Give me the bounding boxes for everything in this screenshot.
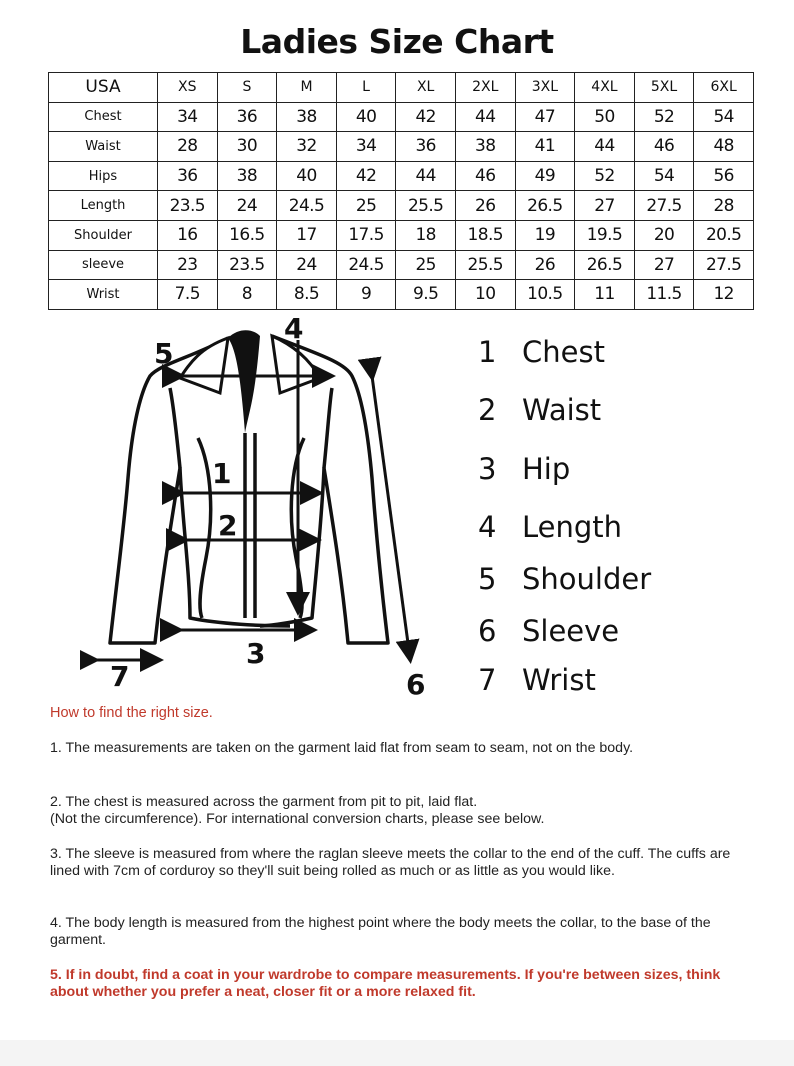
table-cell: 56 — [694, 161, 754, 191]
row-label: Hips — [49, 161, 158, 191]
table-row — [49, 191, 754, 221]
page-footer-band — [0, 1040, 794, 1066]
marker-2: 2 — [218, 509, 238, 542]
table-cell: 44 — [396, 161, 456, 191]
legend-number: 7 — [478, 663, 497, 697]
column-header-size: 2XL — [455, 73, 515, 103]
table-cell: 25.5 — [455, 250, 515, 280]
page-title: Ladies Size Chart — [240, 22, 554, 61]
column-header-size: 3XL — [515, 73, 575, 103]
jacket-collar — [228, 330, 260, 433]
table-cell: 7.5 — [158, 280, 218, 310]
table-cell: 25.5 — [396, 191, 456, 221]
table-cell: 20.5 — [694, 220, 754, 250]
table-cell: 25 — [396, 250, 456, 280]
table-cell: 12 — [694, 280, 754, 310]
instruction-2a: 2. The chest is measured across the garment from pit to pit, laid flat. — [50, 794, 478, 810]
table-cell: 19 — [515, 220, 575, 250]
instruction-1: 1. The measurements are taken on the garment laid flat from seam to seam, not on the body. — [50, 740, 634, 756]
table-cell: 20 — [634, 220, 694, 250]
table-row — [49, 280, 754, 310]
table-cell: 28 — [694, 191, 754, 221]
table-cell: 36 — [158, 161, 218, 191]
legend-item — [478, 393, 601, 427]
row-label: Length — [49, 191, 158, 221]
table-cell: 54 — [694, 102, 754, 132]
table-cell: 28 — [158, 132, 218, 162]
legend-number: 5 — [478, 562, 497, 596]
row-label: sleeve — [49, 250, 158, 280]
table-row — [49, 132, 754, 162]
table-cell: 50 — [575, 102, 635, 132]
instructions-title: How to find the right size. — [50, 705, 213, 721]
table-cell: 23 — [158, 250, 218, 280]
column-header-size: 5XL — [634, 73, 694, 103]
table-cell: 38 — [217, 161, 277, 191]
table-row — [49, 161, 754, 191]
table-header-row — [49, 73, 754, 103]
table-cell: 9 — [336, 280, 396, 310]
table-cell: 49 — [515, 161, 575, 191]
table-cell: 23.5 — [158, 191, 218, 221]
size-chart-table — [48, 72, 754, 310]
legend-item — [478, 663, 596, 697]
row-label: Shoulder — [49, 220, 158, 250]
legend-number: 1 — [478, 335, 497, 369]
table-cell: 44 — [575, 132, 635, 162]
legend-label: Chest — [522, 335, 605, 369]
table-cell: 10 — [455, 280, 515, 310]
table-cell: 36 — [217, 102, 277, 132]
table-cell: 36 — [396, 132, 456, 162]
table-cell: 47 — [515, 102, 575, 132]
table-cell: 16.5 — [217, 220, 277, 250]
column-header-usa: USA — [49, 73, 158, 103]
marker-7: 7 — [110, 660, 130, 693]
table-cell: 30 — [217, 132, 277, 162]
table-row — [49, 250, 754, 280]
legend-item — [478, 562, 651, 596]
table-cell: 11 — [575, 280, 635, 310]
table-row — [49, 220, 754, 250]
column-header-size: XL — [396, 73, 456, 103]
table-cell: 38 — [277, 102, 337, 132]
legend-label: Shoulder — [522, 562, 652, 596]
table-cell: 42 — [336, 161, 396, 191]
table-cell: 32 — [277, 132, 337, 162]
table-cell: 26.5 — [515, 191, 575, 221]
table-cell: 24.5 — [336, 250, 396, 280]
instruction-3: 3. The sleeve is measured from where the raglan sleeve meets the collar to the end of the cuff. The cuffs are lined with 7cm of corduroy so they'll suit being rolled as much or as little as you would like. — [50, 846, 731, 879]
table-cell: 42 — [396, 102, 456, 132]
table-cell: 23.5 — [217, 250, 277, 280]
row-label: Waist — [49, 132, 158, 162]
instruction-5: 5. If in doubt, find a coat in your wardrobe to compare measurements. If you're between sizes, think about whether you prefer a neat, closer fit or a more relaxed fit. — [50, 967, 721, 1000]
table-cell: 17.5 — [336, 220, 396, 250]
instruction-4: 4. The body length is measured from the highest point where the body meets the collar, to the base of the garment. — [50, 915, 711, 948]
table-cell: 27 — [575, 191, 635, 221]
legend-label: Hip — [522, 452, 571, 486]
column-header-size: 6XL — [694, 73, 754, 103]
table-cell: 10.5 — [515, 280, 575, 310]
marker-5: 5 — [154, 337, 174, 370]
column-header-size: L — [336, 73, 396, 103]
table-cell: 24.5 — [277, 191, 337, 221]
table-cell: 41 — [515, 132, 575, 162]
legend-number: 6 — [478, 614, 497, 648]
table-cell: 34 — [158, 102, 218, 132]
column-header-size: S — [217, 73, 277, 103]
legend-item — [478, 452, 570, 486]
table-cell: 11.5 — [634, 280, 694, 310]
table-cell: 26 — [515, 250, 575, 280]
table-cell: 46 — [455, 161, 515, 191]
legend-number: 4 — [478, 510, 497, 544]
table-cell: 26 — [455, 191, 515, 221]
marker-3: 3 — [246, 637, 266, 670]
legend-label: Length — [522, 510, 623, 544]
instruction-2b: (Not the circumference). For international conversion charts, please see below. — [50, 811, 545, 827]
table-cell: 18 — [396, 220, 456, 250]
table-cell: 38 — [455, 132, 515, 162]
table-cell: 40 — [336, 102, 396, 132]
table-cell: 34 — [336, 132, 396, 162]
table-row — [49, 102, 754, 132]
legend-label: Wrist — [522, 663, 596, 697]
table-cell: 44 — [455, 102, 515, 132]
row-label: Chest — [49, 102, 158, 132]
marker-6: 6 — [406, 668, 426, 698]
table-cell: 9.5 — [396, 280, 456, 310]
legend-item — [478, 510, 622, 544]
table-cell: 52 — [634, 102, 694, 132]
table-cell: 25 — [336, 191, 396, 221]
legend-label: Waist — [522, 393, 602, 427]
legend-number: 3 — [478, 452, 497, 486]
table-cell: 24 — [217, 191, 277, 221]
marker-4: 4 — [284, 318, 304, 345]
jacket-diagram — [80, 318, 460, 698]
legend-item — [478, 335, 605, 369]
table-cell: 40 — [277, 161, 337, 191]
column-header-size: M — [277, 73, 337, 103]
table-cell: 8 — [217, 280, 277, 310]
table-cell: 27.5 — [634, 191, 694, 221]
table-cell: 26.5 — [575, 250, 635, 280]
table-cell: 27 — [634, 250, 694, 280]
table-cell: 52 — [575, 161, 635, 191]
table-cell: 18.5 — [455, 220, 515, 250]
legend-number: 2 — [478, 393, 497, 427]
table-cell: 8.5 — [277, 280, 337, 310]
table-cell: 46 — [634, 132, 694, 162]
marker-1: 1 — [212, 457, 232, 490]
table-cell: 48 — [694, 132, 754, 162]
row-label: Wrist — [49, 280, 158, 310]
table-cell: 19.5 — [575, 220, 635, 250]
table-cell: 54 — [634, 161, 694, 191]
column-header-size: 4XL — [575, 73, 635, 103]
column-header-size: XS — [158, 73, 218, 103]
table-cell: 24 — [277, 250, 337, 280]
table-cell: 17 — [277, 220, 337, 250]
table-cell: 27.5 — [694, 250, 754, 280]
legend-label: Sleeve — [522, 614, 620, 648]
legend-item — [478, 614, 619, 648]
table-cell: 16 — [158, 220, 218, 250]
